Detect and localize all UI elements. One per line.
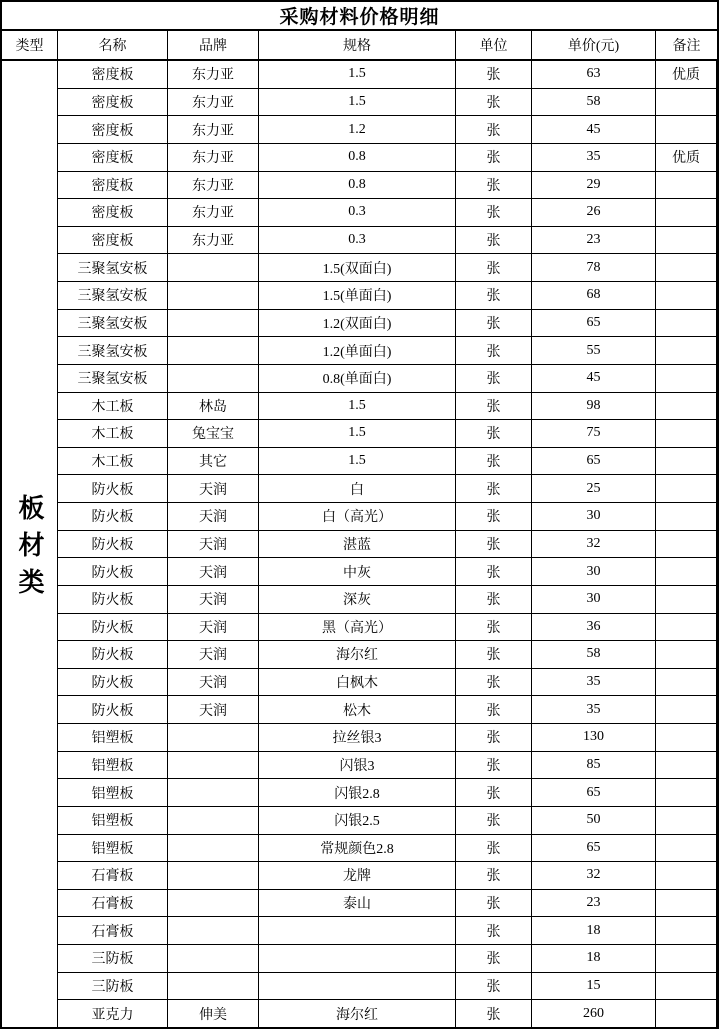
table-row	[58, 282, 717, 310]
cell-brand	[168, 945, 259, 972]
cell-name: 铝塑板	[58, 807, 168, 834]
cell-note	[656, 199, 717, 226]
cell-unit: 张	[456, 144, 532, 171]
cell-unit: 张	[456, 89, 532, 116]
table-row	[58, 890, 717, 918]
cell-name: 密度板	[58, 199, 168, 226]
cell-brand: 其它	[168, 448, 259, 475]
cell-name: 三聚氢安板	[58, 337, 168, 364]
cell-brand: 东力亚	[168, 227, 259, 254]
cell-price: 18	[532, 917, 656, 944]
cell-price: 65	[532, 779, 656, 806]
cell-unit: 张	[456, 116, 532, 143]
cell-spec: 1.5	[259, 420, 456, 447]
cell-spec: 龙牌	[259, 862, 456, 889]
table-row	[58, 945, 717, 973]
category-cell	[2, 61, 58, 1027]
table-row	[58, 807, 717, 835]
cell-unit: 张	[456, 724, 532, 751]
cell-note: 优质	[656, 144, 717, 171]
table-body	[58, 61, 717, 1027]
cell-name: 铝塑板	[58, 779, 168, 806]
cell-note	[656, 586, 717, 613]
cell-price: 30	[532, 586, 656, 613]
cell-price: 29	[532, 172, 656, 199]
cell-price: 32	[532, 531, 656, 558]
cell-unit: 张	[456, 614, 532, 641]
cell-price: 58	[532, 641, 656, 668]
table-row	[58, 531, 717, 559]
cell-brand: 伸美	[168, 1000, 259, 1027]
cell-brand: 兔宝宝	[168, 420, 259, 447]
cell-brand	[168, 779, 259, 806]
cell-brand: 东力亚	[168, 116, 259, 143]
cell-unit: 张	[456, 696, 532, 723]
table-row	[58, 393, 717, 421]
cell-unit: 张	[456, 779, 532, 806]
cell-unit: 张	[456, 945, 532, 972]
cell-price: 50	[532, 807, 656, 834]
cell-spec: 白枫木	[259, 669, 456, 696]
cell-unit: 张	[456, 1000, 532, 1027]
cell-brand	[168, 862, 259, 889]
cell-note	[656, 779, 717, 806]
cell-unit: 张	[456, 835, 532, 862]
table-row	[58, 1000, 717, 1027]
cell-brand: 东力亚	[168, 61, 259, 88]
column-header-unit: 单位	[456, 31, 532, 59]
cell-price: 55	[532, 337, 656, 364]
cell-brand	[168, 254, 259, 281]
cell-brand: 天润	[168, 475, 259, 502]
cell-price: 98	[532, 393, 656, 420]
cell-name: 防火板	[58, 696, 168, 723]
cell-spec: 拉丝银3	[259, 724, 456, 751]
cell-name: 铝塑板	[58, 724, 168, 751]
cell-name: 防火板	[58, 669, 168, 696]
cell-unit: 张	[456, 586, 532, 613]
table-row	[58, 724, 717, 752]
cell-name: 防火板	[58, 531, 168, 558]
cell-spec: 闪银3	[259, 752, 456, 779]
cell-price: 35	[532, 144, 656, 171]
table-row	[58, 696, 717, 724]
table-row	[58, 835, 717, 863]
cell-note	[656, 973, 717, 1000]
table-body-area	[2, 61, 717, 1027]
column-header-name: 名称	[58, 31, 168, 59]
table-row	[58, 669, 717, 697]
cell-name: 密度板	[58, 144, 168, 171]
cell-note	[656, 393, 717, 420]
cell-note	[656, 862, 717, 889]
cell-name: 三聚氢安板	[58, 282, 168, 309]
cell-note	[656, 448, 717, 475]
cell-unit: 张	[456, 917, 532, 944]
table-row	[58, 116, 717, 144]
table-header	[2, 31, 717, 61]
cell-name: 密度板	[58, 227, 168, 254]
cell-brand: 天润	[168, 641, 259, 668]
cell-note	[656, 1000, 717, 1027]
cell-name: 密度板	[58, 172, 168, 199]
cell-brand	[168, 310, 259, 337]
cell-spec: 1.5	[259, 61, 456, 88]
cell-brand	[168, 752, 259, 779]
cell-note	[656, 365, 717, 392]
cell-brand	[168, 917, 259, 944]
sheet-title: 采购材料价格明细	[2, 2, 717, 31]
cell-unit: 张	[456, 393, 532, 420]
cell-brand: 东力亚	[168, 144, 259, 171]
cell-name: 木工板	[58, 420, 168, 447]
cell-name: 防火板	[58, 586, 168, 613]
cell-note	[656, 724, 717, 751]
cell-price: 15	[532, 973, 656, 1000]
cell-price: 45	[532, 365, 656, 392]
cell-name: 密度板	[58, 89, 168, 116]
cell-name: 三防板	[58, 945, 168, 972]
cell-note	[656, 254, 717, 281]
table-row	[58, 558, 717, 586]
table-row	[58, 420, 717, 448]
cell-note	[656, 337, 717, 364]
cell-name: 三聚氢安板	[58, 254, 168, 281]
cell-brand	[168, 973, 259, 1000]
cell-unit: 张	[456, 365, 532, 392]
table-row	[58, 365, 717, 393]
cell-price: 30	[532, 503, 656, 530]
cell-name: 密度板	[58, 61, 168, 88]
cell-brand: 东力亚	[168, 172, 259, 199]
cell-spec: 深灰	[259, 586, 456, 613]
table-row	[58, 199, 717, 227]
cell-brand: 天润	[168, 503, 259, 530]
cell-unit: 张	[456, 199, 532, 226]
cell-note	[656, 531, 717, 558]
cell-name: 三聚氢安板	[58, 310, 168, 337]
cell-note	[656, 835, 717, 862]
cell-brand: 东力亚	[168, 199, 259, 226]
cell-price: 30	[532, 558, 656, 585]
cell-unit: 张	[456, 641, 532, 668]
cell-note: 优质	[656, 61, 717, 88]
column-header-price: 单价(元)	[532, 31, 656, 59]
cell-brand	[168, 835, 259, 862]
cell-brand	[168, 282, 259, 309]
cell-brand	[168, 724, 259, 751]
cell-price: 58	[532, 89, 656, 116]
cell-unit: 张	[456, 254, 532, 281]
column-header-spec: 规格	[259, 31, 456, 59]
cell-spec: 1.2	[259, 116, 456, 143]
cell-brand	[168, 337, 259, 364]
cell-spec: 1.5(单面白)	[259, 282, 456, 309]
table-row	[58, 973, 717, 1001]
cell-note	[656, 614, 717, 641]
cell-unit: 张	[456, 890, 532, 917]
cell-spec: 0.8(单面白)	[259, 365, 456, 392]
cell-brand: 天润	[168, 696, 259, 723]
cell-unit: 张	[456, 475, 532, 502]
cell-unit: 张	[456, 448, 532, 475]
cell-unit: 张	[456, 752, 532, 779]
cell-name: 铝塑板	[58, 752, 168, 779]
column-header-brand: 品牌	[168, 31, 259, 59]
cell-note	[656, 807, 717, 834]
cell-brand	[168, 890, 259, 917]
cell-price: 78	[532, 254, 656, 281]
cell-brand: 天润	[168, 614, 259, 641]
cell-spec	[259, 945, 456, 972]
cell-name: 防火板	[58, 475, 168, 502]
cell-spec: 0.8	[259, 172, 456, 199]
cell-spec: 海尔红	[259, 641, 456, 668]
table-row	[58, 227, 717, 255]
cell-spec: 0.8	[259, 144, 456, 171]
cell-note	[656, 89, 717, 116]
cell-spec: 常规颜色2.8	[259, 835, 456, 862]
table-row	[58, 89, 717, 117]
cell-note	[656, 310, 717, 337]
cell-unit: 张	[456, 531, 532, 558]
cell-unit: 张	[456, 282, 532, 309]
cell-name: 石膏板	[58, 862, 168, 889]
cell-brand: 林岛	[168, 393, 259, 420]
cell-note	[656, 917, 717, 944]
table-row	[58, 172, 717, 200]
table-row	[58, 61, 717, 89]
cell-brand: 东力亚	[168, 89, 259, 116]
cell-price: 18	[532, 945, 656, 972]
cell-note	[656, 696, 717, 723]
cell-price: 35	[532, 669, 656, 696]
table-row	[58, 614, 717, 642]
cell-name: 密度板	[58, 116, 168, 143]
cell-name: 木工板	[58, 393, 168, 420]
cell-spec: 1.5(双面白)	[259, 254, 456, 281]
cell-name: 防火板	[58, 558, 168, 585]
cell-spec: 泰山	[259, 890, 456, 917]
cell-spec: 白（高光）	[259, 503, 456, 530]
cell-name: 石膏板	[58, 917, 168, 944]
table-row	[58, 862, 717, 890]
cell-spec: 1.5	[259, 393, 456, 420]
cell-price: 23	[532, 227, 656, 254]
cell-spec: 1.5	[259, 448, 456, 475]
cell-price: 260	[532, 1000, 656, 1027]
column-header-type: 类型	[2, 31, 58, 59]
cell-spec: 湛蓝	[259, 531, 456, 558]
category-label: 板材类	[15, 494, 44, 605]
cell-spec	[259, 973, 456, 1000]
cell-name: 铝塑板	[58, 835, 168, 862]
cell-unit: 张	[456, 558, 532, 585]
table-row	[58, 254, 717, 282]
cell-note	[656, 172, 717, 199]
cell-unit: 张	[456, 862, 532, 889]
cell-unit: 张	[456, 337, 532, 364]
cell-price: 32	[532, 862, 656, 889]
cell-price: 63	[532, 61, 656, 88]
cell-unit: 张	[456, 172, 532, 199]
table-row	[58, 503, 717, 531]
cell-spec: 闪银2.5	[259, 807, 456, 834]
cell-spec: 海尔红	[259, 1000, 456, 1027]
cell-unit: 张	[456, 503, 532, 530]
cell-price: 85	[532, 752, 656, 779]
cell-price: 36	[532, 614, 656, 641]
cell-name: 亚克力	[58, 1000, 168, 1027]
cell-unit: 张	[456, 61, 532, 88]
cell-unit: 张	[456, 227, 532, 254]
table-row	[58, 752, 717, 780]
cell-spec: 1.2(双面白)	[259, 310, 456, 337]
cell-note	[656, 558, 717, 585]
cell-note	[656, 227, 717, 254]
cell-brand: 天润	[168, 669, 259, 696]
cell-price: 23	[532, 890, 656, 917]
table-row	[58, 586, 717, 614]
column-header-note: 备注	[672, 39, 701, 54]
cell-brand: 天润	[168, 558, 259, 585]
table-row	[58, 641, 717, 669]
cell-brand	[168, 807, 259, 834]
cell-name: 防火板	[58, 503, 168, 530]
cell-spec: 中灰	[259, 558, 456, 585]
cell-spec: 黑（高光）	[259, 614, 456, 641]
table-row	[58, 779, 717, 807]
cell-note	[656, 420, 717, 447]
cell-unit: 张	[456, 807, 532, 834]
cell-spec: 0.3	[259, 227, 456, 254]
cell-unit: 张	[456, 669, 532, 696]
cell-note	[656, 641, 717, 668]
cell-unit: 张	[456, 420, 532, 447]
table-row	[58, 310, 717, 338]
cell-note	[656, 890, 717, 917]
cell-name: 三防板	[58, 973, 168, 1000]
table-row	[58, 448, 717, 476]
cell-price: 65	[532, 310, 656, 337]
cell-price: 35	[532, 696, 656, 723]
table-row	[58, 337, 717, 365]
cell-spec: 白	[259, 475, 456, 502]
cell-spec: 闪银2.8	[259, 779, 456, 806]
cell-price: 130	[532, 724, 656, 751]
cell-price: 45	[532, 116, 656, 143]
cell-price: 26	[532, 199, 656, 226]
cell-brand: 天润	[168, 586, 259, 613]
cell-note	[656, 475, 717, 502]
cell-name: 防火板	[58, 614, 168, 641]
cell-brand: 天润	[168, 531, 259, 558]
cell-price: 65	[532, 835, 656, 862]
cell-price: 25	[532, 475, 656, 502]
table-row	[58, 917, 717, 945]
table-row	[58, 475, 717, 503]
cell-note	[656, 282, 717, 309]
cell-spec	[259, 917, 456, 944]
cell-note	[656, 945, 717, 972]
cell-spec: 1.5	[259, 89, 456, 116]
cell-brand	[168, 365, 259, 392]
cell-note	[656, 752, 717, 779]
cell-note	[656, 503, 717, 530]
cell-spec: 0.3	[259, 199, 456, 226]
cell-name: 三聚氢安板	[58, 365, 168, 392]
cell-price: 65	[532, 448, 656, 475]
cell-spec: 1.2(单面白)	[259, 337, 456, 364]
table-row	[58, 144, 717, 172]
cell-price: 68	[532, 282, 656, 309]
cell-unit: 张	[456, 973, 532, 1000]
cell-note	[656, 669, 717, 696]
cell-spec: 松木	[259, 696, 456, 723]
cell-note	[656, 116, 717, 143]
cell-unit: 张	[456, 310, 532, 337]
cell-name: 木工板	[58, 448, 168, 475]
cell-name: 石膏板	[58, 890, 168, 917]
cell-name: 防火板	[58, 641, 168, 668]
cell-price: 75	[532, 420, 656, 447]
